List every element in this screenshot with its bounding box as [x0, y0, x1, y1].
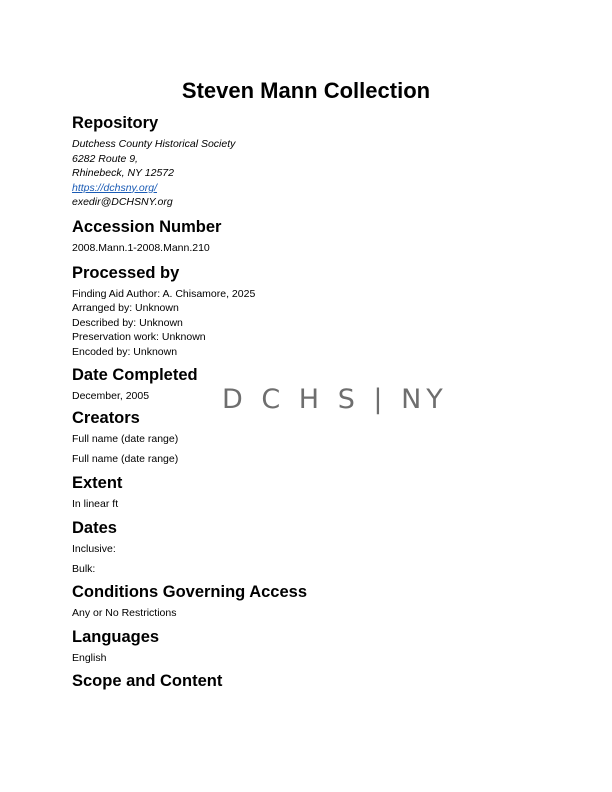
languages-section: [72, 626, 542, 666]
watermark-logo: D C H S | NY: [222, 384, 448, 415]
dates-section: [72, 517, 542, 576]
accession-heading: Accession Number: [72, 217, 222, 236]
dates-inclusive: Inclusive:: [72, 542, 116, 555]
processed-preservation: Preservation work: Unknown: [72, 331, 206, 344]
access-section: [72, 581, 542, 621]
creators-heading: Creators: [72, 409, 140, 428]
processed-author: Finding Aid Author: A. Chisamore, 2025: [72, 287, 256, 300]
repository-name: Dutchess County Historical Society: [72, 138, 236, 150]
dates-bulk: Bulk:: [72, 562, 96, 575]
accession-section: [72, 216, 542, 256]
document-title: Steven Mann Collection: [181, 78, 431, 103]
repository-section: [72, 112, 542, 210]
extent-heading: Extent: [72, 474, 123, 493]
date-completed-heading: Date Completed: [72, 365, 198, 384]
processed-arranged: Arranged by: Unknown: [72, 302, 179, 315]
creator-item: Full name (date range): [72, 452, 179, 465]
accession-value: 2008.Mann.1-2008.Mann.210: [72, 241, 210, 254]
repository-website-link[interactable]: https://dchsny.org/: [72, 181, 158, 194]
languages-value: English: [72, 651, 107, 664]
creators-section: [72, 407, 542, 466]
dates-heading: Dates: [72, 518, 117, 537]
scope-heading: Scope and Content: [72, 672, 223, 691]
languages-heading: Languages: [72, 627, 160, 646]
processed-described: Described by: Unknown: [72, 316, 183, 329]
date-completed-value: December, 2005: [72, 389, 150, 402]
extent-value: In linear ft: [72, 498, 119, 511]
repository-address-line1: 6282 Route 9,: [72, 152, 138, 165]
processed-encoded: Encoded by: Unknown: [72, 345, 178, 358]
repository-address-line2: Rhinebeck, NY 12572: [72, 167, 174, 180]
repository-email: exedir@DCHSNY.org: [72, 196, 173, 209]
repository-heading: Repository: [72, 114, 159, 132]
processed-heading: Processed by: [72, 263, 180, 282]
creator-item: Full name (date range): [72, 433, 179, 446]
extent-section: [72, 472, 542, 512]
scope-section: [72, 670, 542, 692]
access-value: Any or No Restrictions: [72, 607, 177, 620]
processed-section: [72, 262, 542, 360]
access-heading: Conditions Governing Access: [72, 583, 308, 602]
